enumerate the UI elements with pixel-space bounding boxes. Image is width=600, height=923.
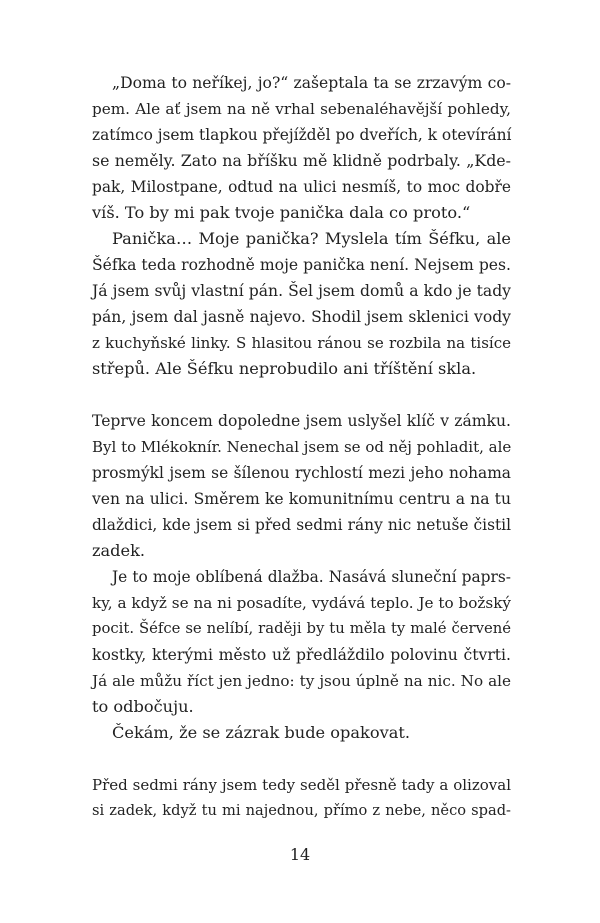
text-line: Před sedmi rány jsem tedy seděl přesně tady a olizoval <box>92 776 511 794</box>
text-line: Byl to Mlékoknír. Nenechal jsem se od něj pohladit, ale <box>92 438 512 456</box>
text-line: Já ale můžu říct jen jedno: ty jsou úplně na nic. No ale <box>92 672 511 690</box>
text-line: z kuchyňské linky. S hlasitou ránou se rozbila na tisíce <box>92 334 511 352</box>
text-line: „Doma to neříkej, jo?“ zašeptala ta se zrzavým co- <box>112 74 511 92</box>
text-line: Já jsem svůj vlastní pán. Šel jsem domů a kdo je tady <box>92 282 511 300</box>
text-line: ky, a když se na ni posadíte, vydává teplo. Je to božský <box>92 594 511 612</box>
text-line: dlaždici, kde jsem si před sedmi rány nic netuše čistil <box>92 516 511 534</box>
text-line: víš. To by mi pak tvoje panička dala co proto.“ <box>92 203 471 222</box>
text-line: pán, jsem dal jasně najevo. Shodil jsem sklenici vody <box>92 308 511 326</box>
text-line: kostky, kterými město už předláždilo polovinu čtvrti. <box>92 646 511 664</box>
text-line: zatímco jsem tlapkou přejížděl po dveřích, k otevírání <box>92 126 512 144</box>
text-line: Šéfka teda rozhodně moje panička není. Nejsem pes. <box>92 256 511 274</box>
text-line: zadek. <box>92 541 146 560</box>
text-line: pocit. Šéfce se nelíbí, raději by tu měla ty malé červené <box>92 620 511 637</box>
page-number: 14 <box>289 845 311 864</box>
text-line: si zadek, když tu mi najednou, přímo z nebe, něco spad- <box>92 802 511 819</box>
text-line: pem. Ale ať jsem na ně vrhal sebenaléhavější pohledy, <box>92 100 511 118</box>
text-line: střepů. Ale Šéfku neprobudilo ani tříštění skla. <box>92 359 477 378</box>
text-line: ven na ulici. Směrem ke komunitnímu centru a na tu <box>92 490 511 508</box>
text-line: Čekám, že se zázrak bude opakovat. <box>112 723 411 742</box>
text-line: to odbočuju. <box>92 697 194 716</box>
text-line: Teprve koncem dopoledne jsem uslyšel klíč v zámku. <box>92 412 511 430</box>
text-line: prosmýkl jsem se šílenou rychlostí mezi jeho nohama <box>92 464 511 482</box>
text-line: se neměly. Zato na bříšku mě klidně podrbaly. „Kde- <box>92 151 511 170</box>
text-line: Panička… Moje panička? Myslela tím Šéfku, ale <box>112 229 511 248</box>
text-line: Je to moje oblíbená dlažba. Nasává sluneční paprs- <box>112 568 511 586</box>
text-line: pak, Milostpane, odtud na ulici nesmíš, to moc dobře <box>92 178 511 196</box>
